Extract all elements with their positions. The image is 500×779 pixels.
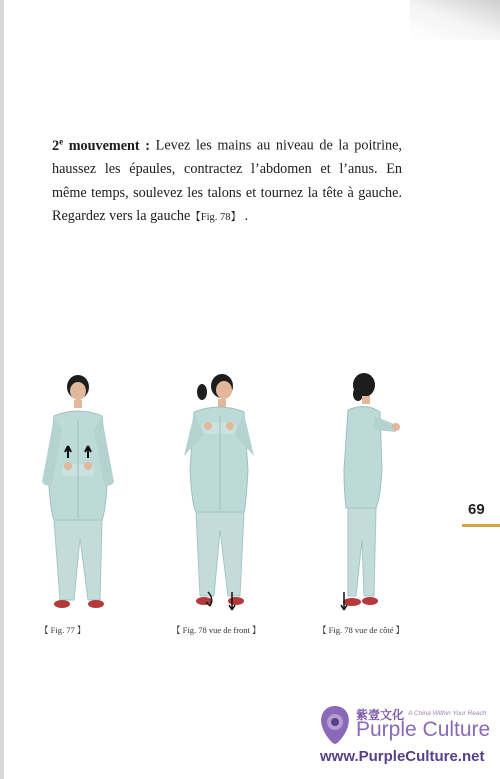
instruction-paragraph: 2e mouvement : Levez les mains au niveau de la poitrine, haussez les épaules, contractez l’abdomen et l’anus. En même temps, soulevez les talons et tournez la tête à gauche. Regardez vers la gauche【Fig. 78】 . — [52, 136, 402, 225]
figure-77-illustration — [34, 370, 124, 615]
logo-url: www.PurpleCulture.net — [320, 748, 485, 765]
logo-chinese-text: 紫壹文化 — [356, 708, 405, 722]
instruction-text: Levez les mains au niveau de la poitrine, haussez les épaules, contractez l’abdomen et l’anus. En même temps, soulevez les talons et tournez la tête à gauche. Regardez vers la gauche — [52, 137, 402, 225]
purple-culture-logo-icon — [318, 704, 352, 746]
figure-78-front-caption: 【 Fig. 78 vue de front 】 — [172, 625, 261, 635]
logo-tagline: A China Within Your Reach — [408, 710, 487, 717]
figure-78-side-caption: 【 Fig. 78 vue de côté 】 — [318, 625, 405, 635]
page-number: 69 — [468, 501, 485, 518]
figure-reference: 【Fig. 78】 — [190, 212, 242, 224]
figure-78-front-illustration — [174, 370, 264, 615]
scan-shadow — [410, 0, 500, 40]
page-number-rule — [462, 524, 500, 527]
figure-77-caption: 【 Fig. 77 】 — [40, 625, 86, 635]
movement-title: 2e mouvement : — [52, 136, 151, 154]
logo-name: Purple Culture — [356, 718, 491, 741]
figure-78-side-illustration — [318, 370, 408, 615]
page-edge — [0, 0, 4, 779]
